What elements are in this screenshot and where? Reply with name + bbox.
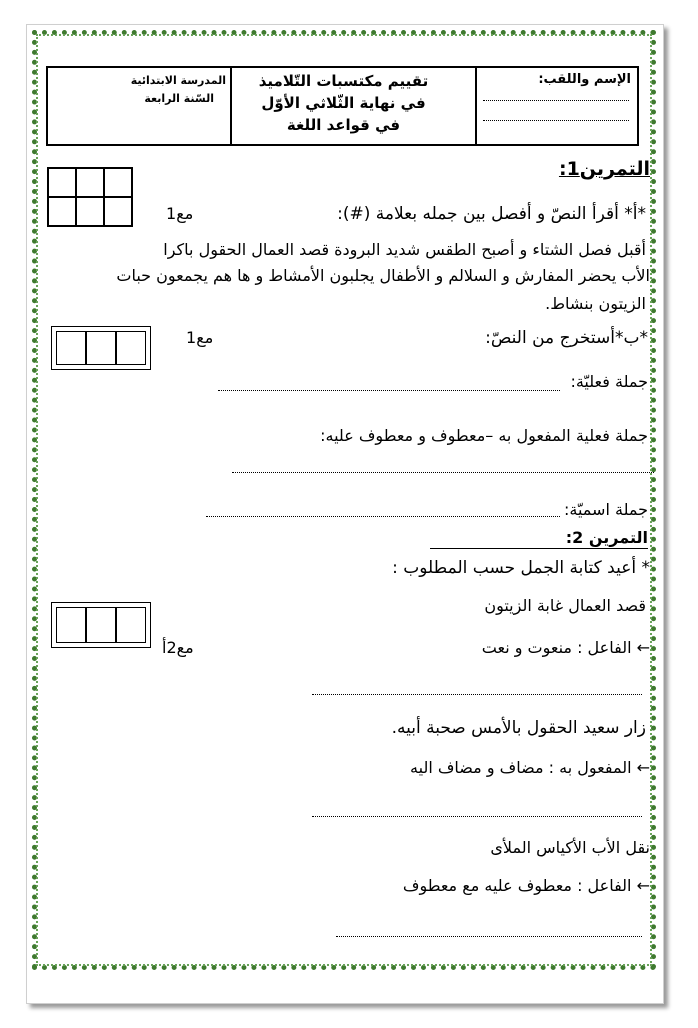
answer-line-2[interactable]: [232, 472, 654, 473]
task-2: ← المفعول به : مضاف و مضاف اليه: [410, 758, 650, 777]
grade-level: السّنة الرابعة: [144, 92, 214, 105]
title-line-1: تقييم مكتسبات التّلاميذ: [258, 72, 429, 90]
school-cell: [48, 68, 230, 144]
criterion-a: مع1: [166, 204, 194, 223]
question-nominal-sentence: جملة اسميّة:: [564, 500, 648, 519]
sentence-3: نقل الأب الأكياس الملأى: [490, 838, 650, 857]
name-cell: [475, 68, 637, 144]
title-cell: [230, 68, 475, 144]
title-line-3: في قواعد اللغة: [286, 116, 401, 134]
exercise2-instruction: * أعيد كتابة الجمل حسب المطلوب :: [392, 558, 650, 578]
criterion-2: مع2أ: [162, 638, 194, 657]
score-box-2: [51, 602, 151, 648]
task-3: ← الفاعل : معطوف عليه مع معطوف: [402, 876, 650, 895]
title-line-2: في نهاية الثّلاثي الأوّل: [261, 94, 426, 112]
rewrite-line-3[interactable]: [336, 936, 642, 937]
score-box-1b: [51, 326, 151, 370]
exercise2-title-underline: [430, 548, 648, 549]
instruction-a: *أ* أقرأ النصّ و أفصل بين جمله بعلامة (#):: [337, 204, 646, 224]
answer-line-3[interactable]: [206, 516, 560, 517]
name-line-1[interactable]: [483, 100, 629, 101]
question-object-sentence: جملة فعلية المفعول به –معطوف و معطوف عليه:: [320, 426, 648, 445]
text-line-2: الأب يحضر المفارش و السلالم و الأطفال يجلبون الأمشاط و ها هم يجمعون حبات: [116, 266, 650, 285]
exercise1-title: التمرين1:: [558, 158, 650, 180]
school-name: المدرسة الابتدائية: [130, 74, 226, 87]
name-label: الإسم واللقب:: [538, 72, 631, 87]
text-line-1: أقبل فصل الشتاء و أصبح الطقس شديد البرودة قصد العمال الحقول باكرا: [163, 240, 646, 259]
rewrite-line-1[interactable]: [312, 694, 642, 695]
header-table: [46, 66, 639, 146]
text-line-3: الزيتون بنشاط.: [545, 294, 646, 313]
task-1: ← الفاعل : منعوت و نعت: [481, 638, 650, 657]
sentence-1: قصد العمال غابة الزيتون: [484, 596, 646, 615]
exercise2-title: التمرين 2:: [565, 528, 648, 547]
rewrite-line-2[interactable]: [312, 816, 642, 817]
sentence-2: زار سعيد الحقول بالأمس صحبة أبيه.: [391, 718, 646, 738]
name-line-2[interactable]: [483, 120, 629, 121]
answer-line-1[interactable]: [218, 390, 560, 391]
score-box-1a: [47, 167, 133, 227]
question-verbal-sentence: جملة فعليّة:: [570, 372, 648, 391]
criterion-b: مع1: [186, 328, 214, 347]
instruction-b: *ب*أستخرج من النصّ:: [485, 328, 648, 348]
